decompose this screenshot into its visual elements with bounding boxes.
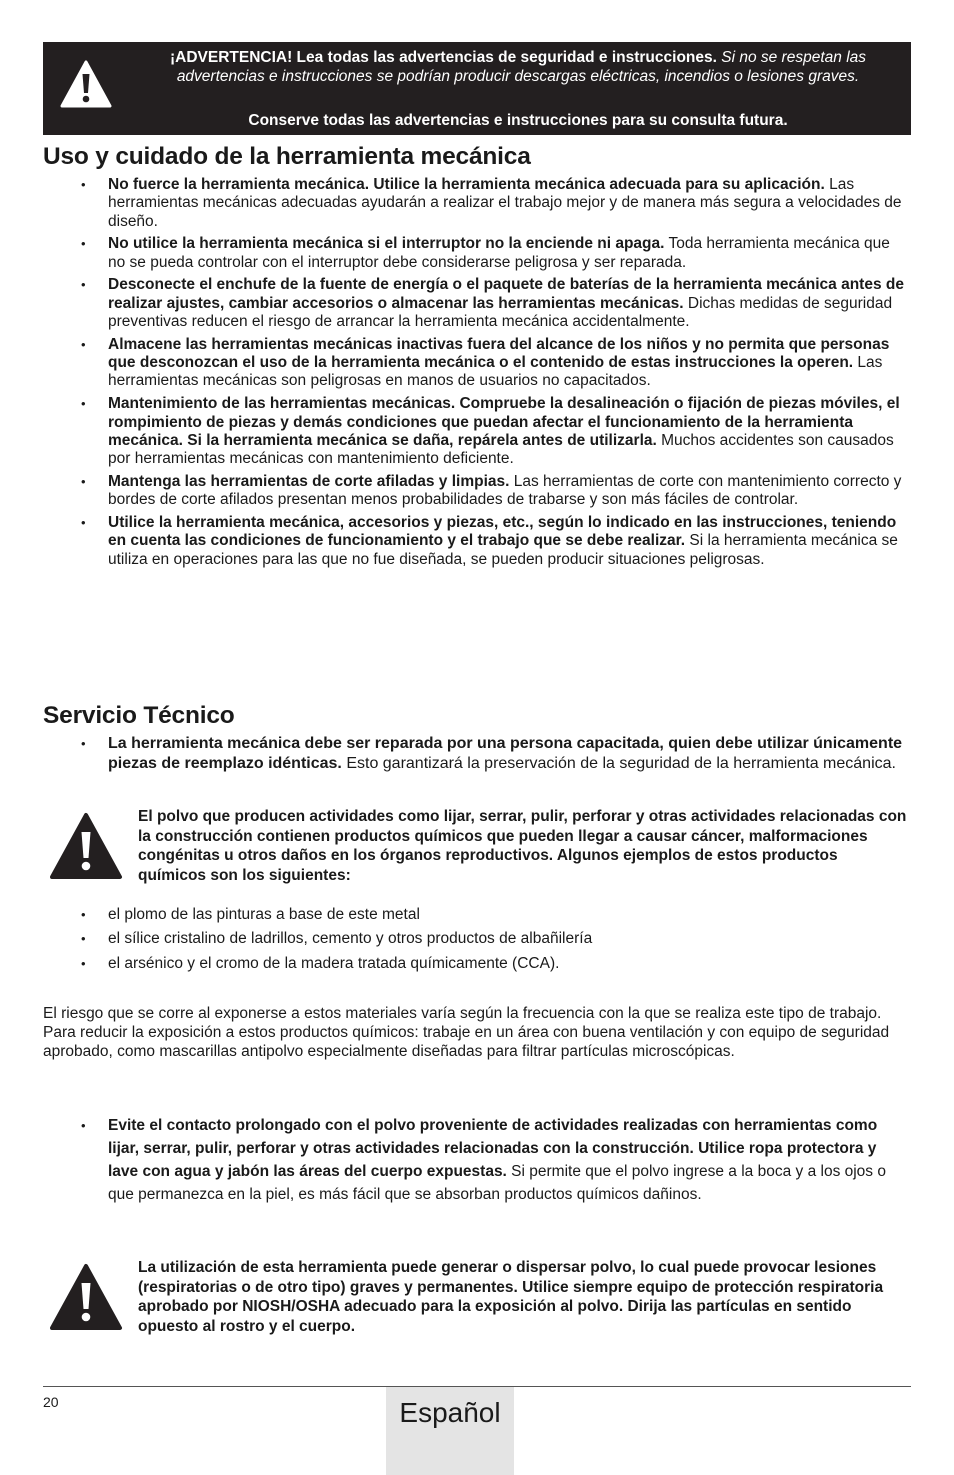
risk-paragraph: El riesgo que se corre al exponerse a estos materiales varía según la frecuencia con la que se realiza este tipo de trabajo. Para reducir la exposición a estos productos químicos: trabaje en un área con buena ventilación y con equipo de seguridad aprobado, como mascarillas antipolvo especialmente diseñadas para filtrar partículas microscópicas.: [43, 1005, 890, 1060]
language-tab-label: Español: [399, 1397, 501, 1428]
section-title-service: Servicio Técnico: [43, 702, 235, 729]
page-number: 20: [43, 1394, 59, 1410]
list-item: • Desconecte el enchufe de la fuente de energía o el paquete de baterías de la herramienta mecánica antes de realizar ajustes, cambiar accesorios o almacenar las herramientas mecánicas. Dichas medidas de seguridad preventivas reducen el riesgo de arrancar la herramienta mecánica accidentalmente.: [0, 276, 908, 331]
list-item: • Evite el contacto prolongado con el polvo proveniente de actividades realizadas con herramientas como lijar, serrar, pulir, perforar y otras actividades relacionadas con la construcción. Utilice ropa protectora y lave con agua y jabón las áreas del cuerpo expuestas. Si permite que el polvo ingrese a la boca y a los ojos o que permanezca en la piel, es más fácil que se absorban productos químicos dañinos.: [0, 1114, 908, 1206]
warning-banner-text: [143, 48, 893, 86]
warning-banner: [43, 42, 911, 135]
list-item: • el plomo de las pinturas a base de este metal: [0, 906, 908, 924]
language-tab: [386, 1387, 514, 1475]
list-item: • el arsénico y el cromo de la madera tratada químicamente (CCA).: [0, 955, 908, 973]
warning-triangle-icon: [49, 812, 123, 880]
list-item: • No utilice la herramienta mecánica si el interruptor no la enciende ni apaga. Toda herramienta mecánica que no se pueda controlar con el interruptor debe considerarse peligrosa y ser reparada.: [0, 235, 908, 272]
use-care-list: [0, 176, 908, 573]
warning-banner-italic: Si no se respetan las advertencias e instrucciones se podrían producir descargas eléctricas, incendios o lesiones graves.: [176, 49, 867, 85]
list-item: • Mantenimiento de las herramientas mecánicas. Compruebe la desalineación o fijación de piezas móviles, el rompimiento de piezas y demás condiciones que puedan afectar el funcionamiento de la herramienta mecánica. Si la herramienta mecánica se daña, repárela antes de utilizarla. Muchos accidentes son causados por herramientas mecánicas con mantenimiento deficiente.: [0, 395, 908, 468]
list-item: • el sílice cristalino de ladrillos, cemento y otros productos de albañilería: [0, 930, 908, 948]
list-item: • Almacene las herramientas mecánicas inactivas fuera del alcance de los niños y no permita que personas que desconozcan el uso de la herramienta mecánica o el contenido de estas instrucciones la operen. Las herramientas mecánicas son peligrosas en manos de usuarios no capacitados.: [0, 336, 908, 391]
avoid-list: [0, 1114, 908, 1211]
warning-triangle-icon: [49, 1263, 123, 1331]
list-item: • No fuerce la herramienta mecánica. Utilice la herramienta mecánica adecuada para su aplicación. Las herramientas mecánicas adecuadas ayudarán a realizar el trabajo mejor y de manera más segura a velocidades de diseño.: [0, 176, 908, 231]
section-title-use: Uso y cuidado de la herramienta mecánica: [43, 143, 531, 170]
warning-banner-conserve: Conserve todas las advertencias e instrucciones para su consulta futura.: [248, 112, 788, 129]
warning-triangle-icon: [59, 59, 113, 109]
service-list: [0, 734, 908, 778]
list-item: • La herramienta mecánica debe ser reparada por una persona capacitada, quien debe utilizar únicamente piezas de reemplazo idénticas. Esto garantizará la preservación de la seguridad de la herramienta mecánica.: [0, 734, 908, 773]
chemicals-list: [0, 906, 908, 979]
respiratory-warning-text: La utilización de esta herramienta puede generar o dispersar polvo, lo cual puede provocar lesiones (respiratorias o de otro tipo) graves y permanentes. Utilice siempre equipo de protección respiratoria aprobado por NIOSH/OSHA adecuado para la exposición al polvo. Dirija las partículas en sentido opuesto al rostro y el cuerpo.: [138, 1259, 884, 1335]
list-item: • Utilice la herramienta mecánica, accesorios y piezas, etc., según lo indicado en las instrucciones, teniendo en cuenta las condiciones de funcionamiento y el trabajo que se debe realizar. Si la herramienta mecánica se utiliza en operaciones para las que no fue diseñada, se pueden producir situaciones peligrosas.: [0, 514, 908, 569]
dust-warning-text: El polvo que producen actividades como lijar, serrar, pulir, perforar y otras actividades relacionadas con la construcción contienen productos químicos que pueden llegar a causar cáncer, malformaciones congénitas u otros daños en los órganos reproductivos. Algunos ejemplos de estos productos químicos son los siguientes:: [138, 808, 907, 884]
list-item: • Mantenga las herramientas de corte afiladas y limpias. Las herramientas de corte con mantenimiento correcto y bordes de corte afilados presentan menos probabilidades de trabarse y son más fáciles de controlar.: [0, 473, 908, 510]
warning-banner-bold: ¡ADVERTENCIA! Lea todas las advertencias de seguridad e instrucciones.: [169, 49, 717, 66]
